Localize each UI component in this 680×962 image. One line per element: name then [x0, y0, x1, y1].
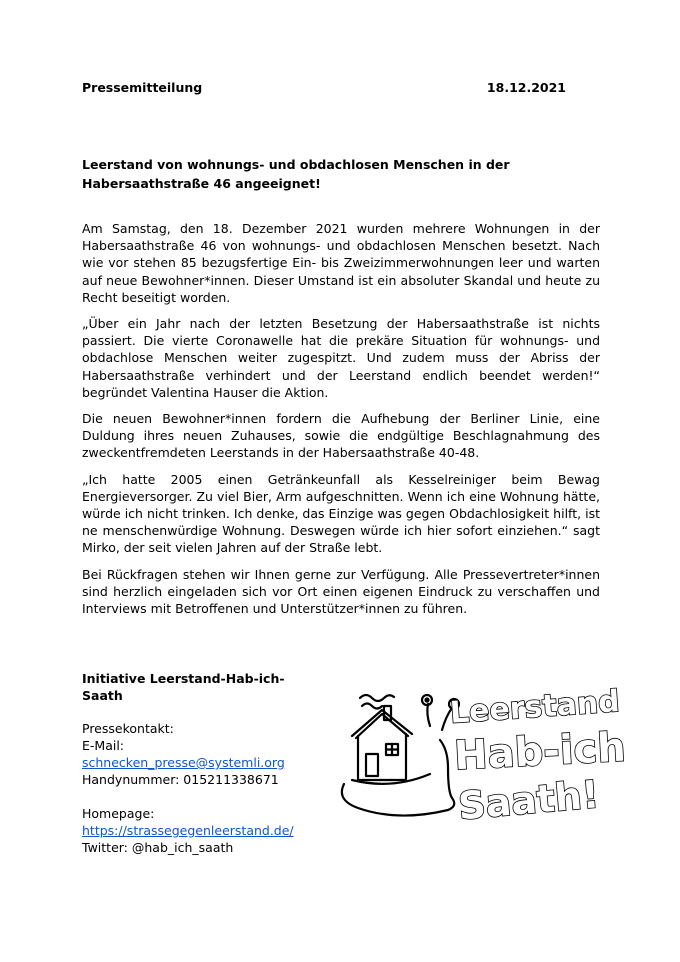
- organization-name-line-1: Initiative Leerstand-Hab-ich-: [82, 671, 285, 686]
- paragraph: Die neuen Bewohner*innen fordern die Aufhebung der Berliner Linie, eine Duldung ihres neuen Zuhauses, sowie die endgültige Beschlagnahmung des zweckentfremdeten Leerstands in der Habersaathstraße 40-48.: [82, 411, 600, 461]
- logo-lettering: [449, 684, 627, 828]
- logo-text-line-3: Saath!: [456, 772, 601, 829]
- headline-line-1: Leerstand von wohnungs- und obdachlosen Menschen in der: [82, 157, 510, 172]
- homepage-label: Homepage:: [82, 806, 155, 821]
- logo-text-line-1: Leerstand: [448, 684, 621, 731]
- body-text: [82, 220, 600, 626]
- paragraph: Bei Rückfragen stehen wir Ihnen gerne zur Verfügung. Alle Pressevertreter*innen sind herzlich eingeladen sich vor Ort einen eigenen Eindruck zu verschaffen und Interviews mit Betroffenen und Unterstützer*innen zu führen.: [82, 566, 600, 617]
- document-type-label: Pressemitteilung: [82, 80, 203, 95]
- spacer: [82, 788, 312, 805]
- organization-name-line-2: Saath: [82, 688, 123, 703]
- organization-name: [82, 670, 312, 704]
- twitter-handle: Twitter: @hab_ich_saath: [82, 840, 234, 855]
- logo-text-line-2: Hab-ich: [453, 724, 627, 780]
- headline: [82, 155, 582, 193]
- document-date: 18.12.2021: [486, 80, 566, 95]
- paragraph: „Ich hatte 2005 einen Getränkeunfall als Kesselreiniger beim Bewag Energieversorger. Zu viel Bier, Arm aufgeschnitten. Wenn ich eine Wohnung hätte, würde ich nicht trinken. Ich denke, das Einzige was gegen Obdachlosigkeit hilft, ist ne menschenwürdige Wohnung. Deswegen würde ich hier sofort einziehen.“ sagt Mirko, der seit vielen Jahren auf der Straße lebt.: [82, 471, 600, 556]
- press-contact-label: Pressekontakt:: [82, 721, 174, 736]
- phone-number: Handynummer: 015211338671: [82, 772, 279, 787]
- contact-block: [82, 670, 312, 856]
- initiative-logo: [330, 680, 627, 829]
- paragraph: „Über ein Jahr nach der letzten Besetzung der Habersaathstraße ist nichts passiert. Die vierte Coronawelle hat die prekäre Situation für wohnungs- und obdachlose Menschen weiter zugespitzt. Und zudem muss der Abriss der Habersaathstraße verhindert und der Leerstand endlich beendet werden!“ begründet Valentina Hauser die Aktion.: [82, 316, 600, 400]
- email-label: E-Mail:: [82, 738, 125, 753]
- document-header: [82, 80, 566, 95]
- headline-line-2: Habersaathstraße 46 angeeignet!: [82, 176, 321, 191]
- homepage-link[interactable]: https://strassegegenleerstand.de/: [82, 823, 294, 838]
- paragraph: Am Samstag, den 18. Dezember 2021 wurden mehrere Wohnungen in der Habersaathstraße 46 von wohnungs- und obdachlosen Menschen besetzt. Nach wie vor stehen 85 bezugsfertige Ein- bis Zweizimmerwohnungen leer und warten auf neue Bewohner*innen. Dieser Umstand ist ein absoluter Skandal und heute zu Recht beseitigt worden.: [82, 221, 600, 305]
- email-link[interactable]: schnecken_presse@systemli.org: [82, 755, 285, 770]
- snail-house-icon: [342, 695, 459, 816]
